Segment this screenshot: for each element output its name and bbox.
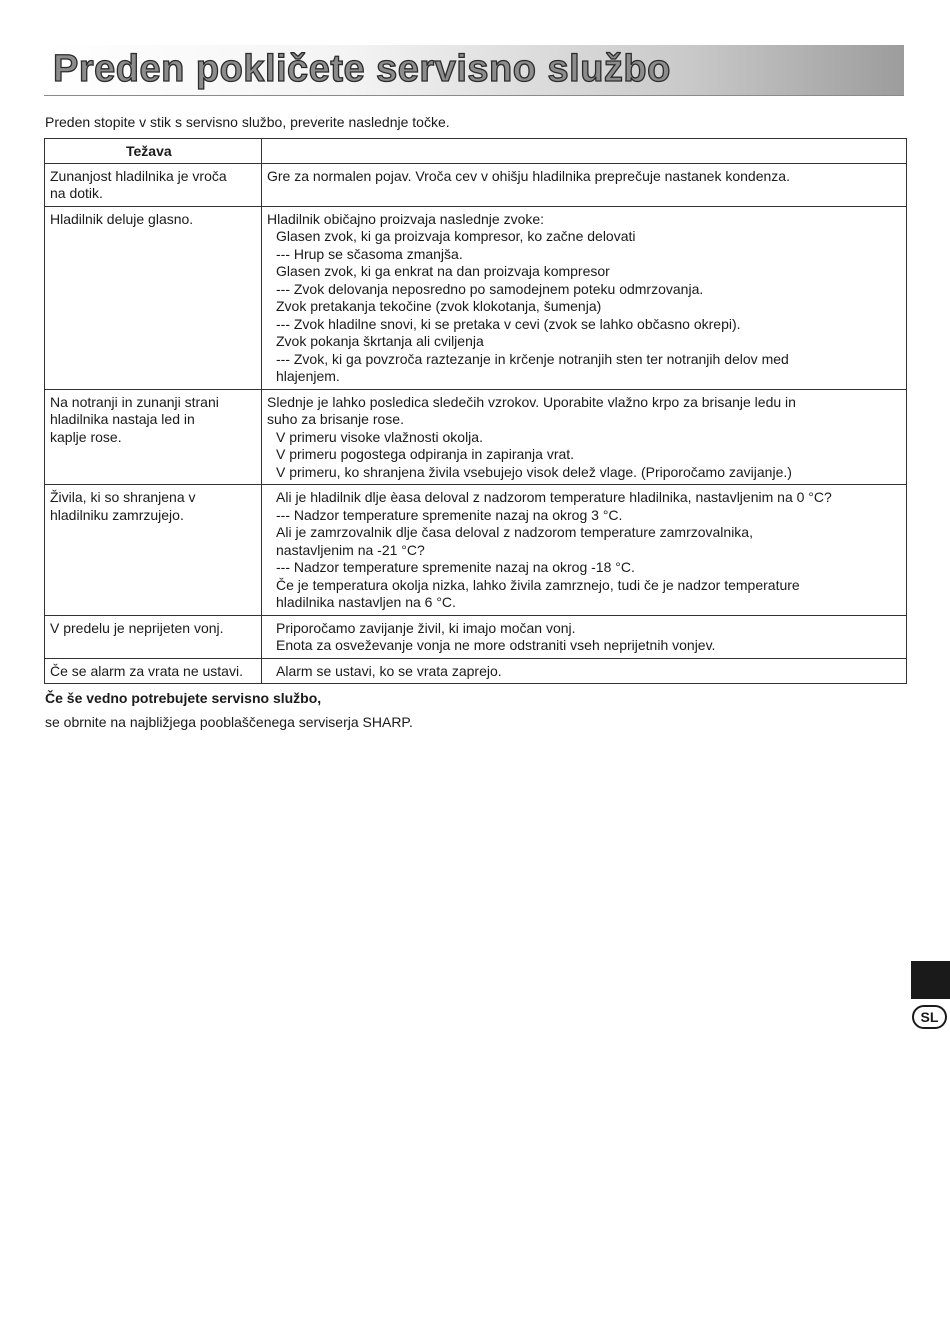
header-solution: [262, 139, 907, 164]
solution-line: suho za brisanje rose.: [267, 411, 404, 427]
solution-cell: [262, 206, 907, 389]
intro-text: Preden stopite v stik s servisno službo, preverite naslednje točke.: [45, 114, 450, 130]
problem-line: Če se alarm za vrata ne ustavi.: [50, 662, 243, 679]
problem-line: hladilniku zamrzujejo.: [50, 506, 184, 523]
table-row: [45, 163, 907, 206]
solution-line: --- Zvok, ki ga povzroča raztezanje in krčenje notranjih sten ter notranjih delov med: [276, 350, 789, 367]
table-row: [45, 485, 907, 616]
solution-line: Zvok pokanja škrtanja ali cviljenja: [276, 333, 484, 349]
solution-line: Hladilnik običajno proizvaja naslednje zvoke:: [267, 210, 545, 227]
solution-line: Glasen zvok, ki ga enkrat na dan proizvaja kompresor: [276, 263, 610, 279]
problem-line: Zunanjost hladilnika je vroča: [50, 167, 227, 184]
problem-cell: [45, 163, 262, 206]
troubleshooting-table: [44, 138, 907, 684]
solution-line: Gre za normalen pojav. Vroča cev v ohišju hladilnika preprečuje nastanek kondenza.: [267, 167, 790, 184]
problem-line: Hladilnik deluje glasno.: [50, 210, 194, 227]
problem-line: hladilnika nastaja led in: [50, 411, 195, 427]
solution-line: Glasen zvok, ki ga proizvaja kompresor, ko začne delovati: [276, 228, 636, 244]
solution-line: V primeru pogostega odpiranja in zapiranja vrat.: [276, 446, 575, 462]
solution-cell: [262, 658, 907, 684]
table-row: [45, 389, 907, 485]
problem-cell: [45, 206, 262, 389]
solution-line: Ali je hladilnik dlje èasa deloval z nadzorom temperature hladilnika, nastavljenim na 0 °C?: [276, 489, 832, 505]
problem-line: kaplje rose.: [50, 428, 122, 445]
problem-cell: [45, 615, 262, 658]
problem-cell: [45, 658, 262, 684]
solution-line: Ali je zamrzovalnik dlje časa deloval z nadzorom temperature zamrzovalnika,: [276, 524, 753, 540]
solution-line: --- Nadzor temperature spremenite nazaj na okrog -18 °C.: [276, 559, 635, 575]
problem-cell: [45, 389, 262, 485]
solution-line: Alarm se ustavi, ko se vrata zaprejo.: [276, 662, 502, 679]
solution-line: --- Zvok hladilne snovi, ki se pretaka v cevi (zvok se lahko občasno okrepi).: [276, 315, 741, 332]
solution-line: Zvok pretakanja tekočine (zvok klokotanja, šumenja): [276, 298, 602, 314]
solution-line: --- Zvok delovanja neposredno po samodejnem poteku odmrzovanja.: [276, 280, 704, 297]
solution-line: --- Hrup se sčasoma zmanjša.: [276, 245, 463, 262]
header-problem: Težava: [45, 139, 262, 164]
solution-line: Priporočamo zavijanje živil, ki imajo močan vonj.: [276, 619, 576, 636]
solution-line: V primeru visoke vlažnosti okolja.: [276, 428, 483, 445]
page-title: Preden pokličete servisno službo: [53, 48, 671, 90]
solution-cell: [262, 615, 907, 658]
solution-line: V primeru, ko shranjena živila vsebujejo visok delež vlage. (Priporočamo zavijanje.): [276, 463, 792, 480]
solution-cell: [262, 389, 907, 485]
solution-line: Če je temperatura okolja nizka, lahko živila zamrznejo, tudi če je nadzor temperature: [276, 576, 800, 593]
footer-text: se obrnite na najbližjega pooblaščenega serviserja SHARP.: [45, 714, 413, 730]
language-badge: SL: [912, 1005, 947, 1029]
table-row: [45, 206, 907, 389]
solution-line: --- Nadzor temperature spremenite nazaj na okrog 3 °C.: [276, 506, 623, 523]
problem-line: Živila, ki so shranjena v: [50, 489, 196, 505]
table-row: [45, 615, 907, 658]
solution-line: Enota za osveževanje vonja ne more odstraniti vseh neprijetnih vonjev.: [276, 637, 716, 653]
side-tab-marker: [911, 961, 950, 999]
problem-line: V predelu je neprijeten vonj.: [50, 619, 224, 636]
title-bar: [44, 45, 904, 96]
solution-line: hladilnika nastavljen na 6 °C.: [276, 594, 456, 610]
footer-heading: Če še vedno potrebujete servisno službo,: [45, 690, 322, 706]
problem-cell: [45, 485, 262, 616]
table-header-row: [45, 139, 907, 164]
solution-line: Slednje je lahko posledica sledečih vzrokov. Uporabite vlažno krpo za brisanje ledu in: [267, 393, 796, 410]
solution-cell: [262, 163, 907, 206]
problem-line: Na notranji in zunanji strani: [50, 393, 219, 410]
table-row: [45, 658, 907, 684]
solution-line: hlajenjem.: [276, 368, 340, 384]
solution-line: nastavljenim na -21 °C?: [276, 541, 425, 558]
problem-line: na dotik.: [50, 185, 103, 201]
solution-cell: [262, 485, 907, 616]
